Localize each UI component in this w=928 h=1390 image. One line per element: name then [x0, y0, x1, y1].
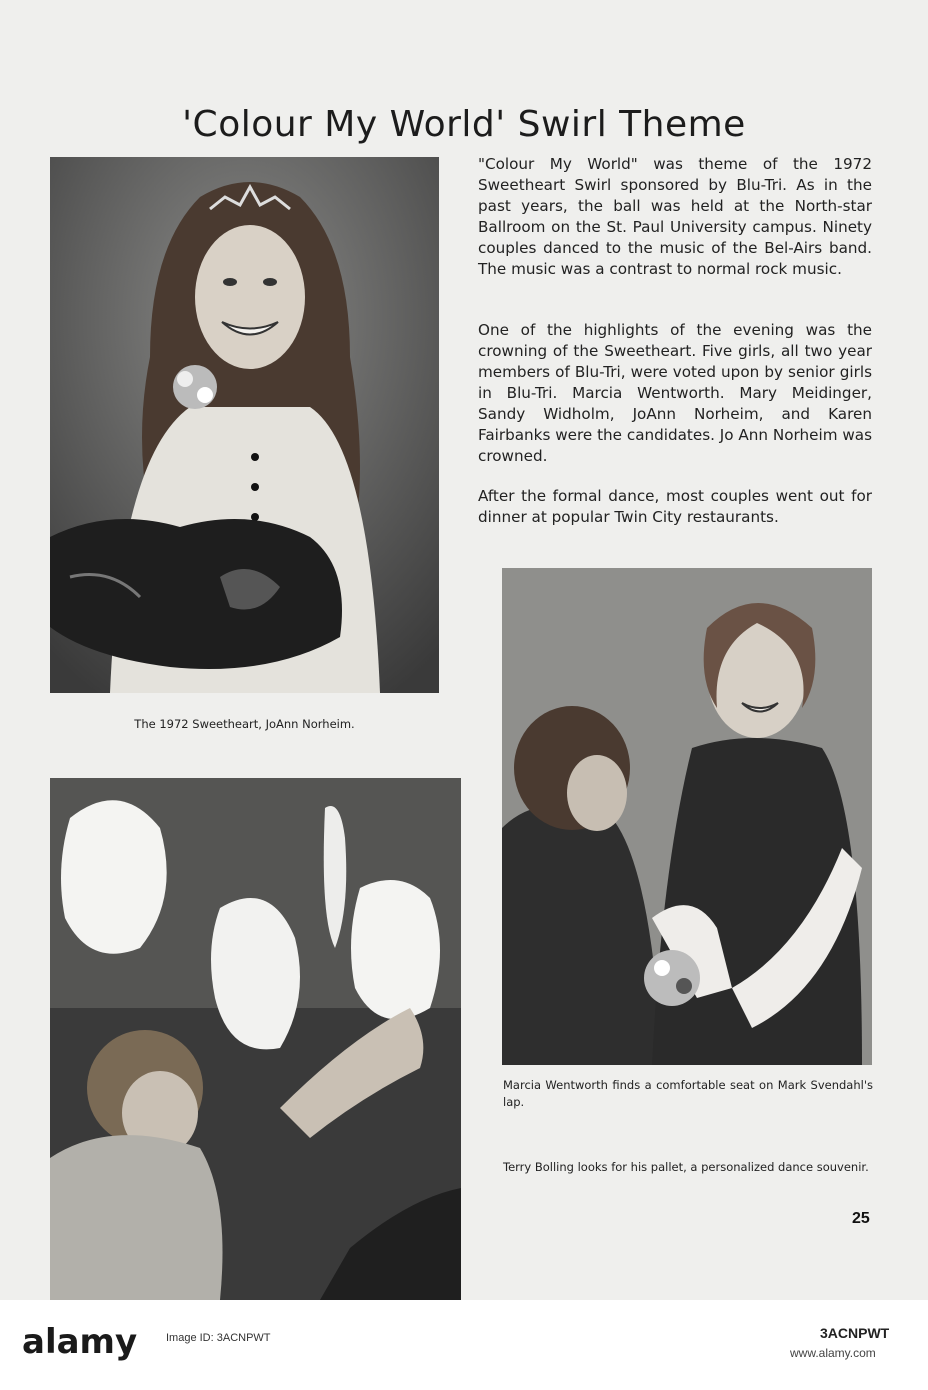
watermark-bar [0, 1300, 928, 1390]
sweetheart-photo-art [50, 157, 439, 693]
alamy-url: www.alamy.com [790, 1346, 876, 1360]
page-title: 'Colour My World' Swirl Theme [182, 104, 746, 146]
page-number: 25 [852, 1210, 870, 1227]
couple-photo [502, 568, 872, 1065]
image-id: 3ACNPWT [820, 1325, 890, 1341]
alamy-logo: alamy [22, 1322, 138, 1362]
article-paragraph-3: After the formal dance, most couples went out for dinner at popular Twin City restaurants. [478, 487, 872, 526]
couple-photo-art [502, 568, 872, 1065]
couple-caption: Marcia Wentworth finds a comfortable seat on Mark Svendahl's lap. [503, 1078, 873, 1109]
sweetheart-photo [50, 157, 439, 693]
sweetheart-caption: The 1972 Sweetheart, JoAnn Norheim. [134, 717, 355, 731]
article-paragraph-1: "Colour My World" was theme of the 1972 Sweetheart Swirl sponsored by Blu-Tri. As in the past years, the ball was held at the North-star Ballroom on the St. Paul University campus. Ninety couples danced to the music of the Bel-Airs band. The music was a contrast to normal rock music. [478, 155, 872, 278]
pallet-photo-art [50, 778, 461, 1300]
article-paragraph-2: One of the highlights of the evening was the crowning of the Sweetheart. Five girls, all two year members of Blu-Tri, were voted upon by senior girls in Blu-Tri. Marcia Wentworth. Mary Meidinger, Sandy Widholm, JoAnn Norheim, and Karen Fairbanks were the candidates. Jo Ann Norheim was crowned. [478, 321, 872, 465]
pallet-photo [50, 778, 461, 1300]
pallet-caption: Terry Bolling looks for his pallet, a personalized dance souvenir. [503, 1160, 869, 1174]
image-id-label: Image ID: 3ACNPWT [166, 1332, 271, 1344]
